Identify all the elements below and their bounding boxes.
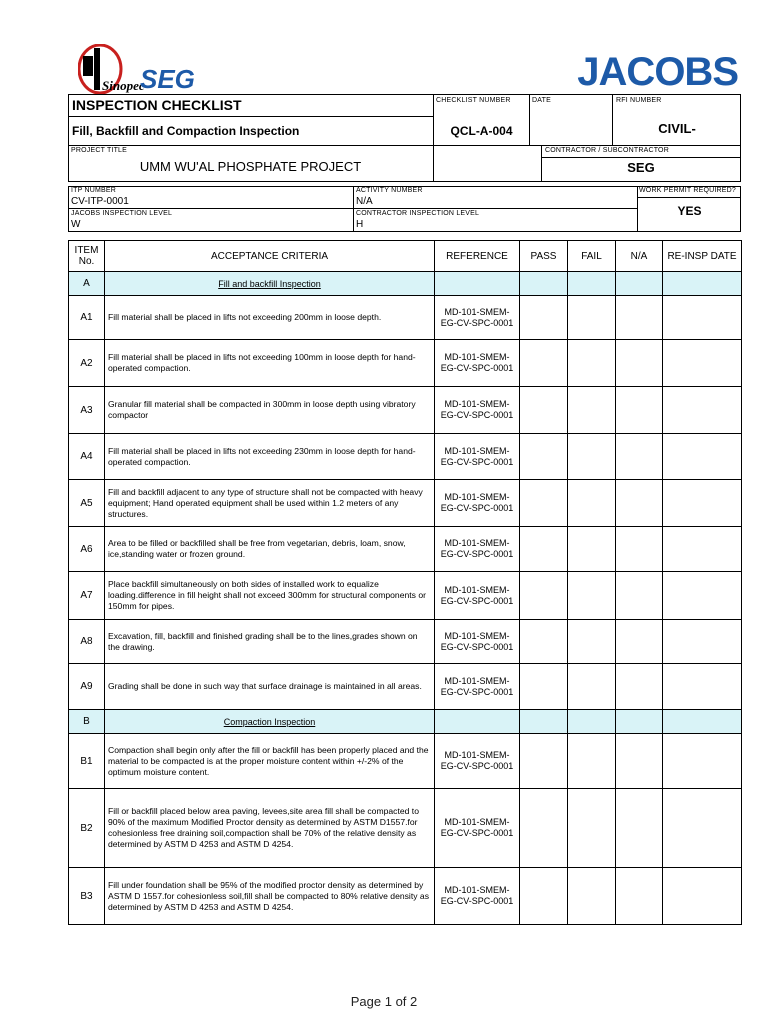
section-title: Fill and backfill Inspection [105, 272, 435, 296]
reference-text: MD-101-SMEM-EG-CV-SPC-0001 [435, 620, 520, 664]
item-number: A2 [69, 340, 105, 387]
fail-cell[interactable] [568, 527, 616, 572]
divider [637, 197, 741, 198]
na-cell[interactable] [616, 572, 663, 620]
rfi-number-label: RFI NUMBER [616, 97, 662, 104]
table-row [69, 387, 742, 434]
itp-number-label: ITP NUMBER [71, 187, 117, 194]
item-number: A7 [69, 572, 105, 620]
section-row [69, 710, 742, 734]
na-cell[interactable] [616, 387, 663, 434]
item-number: A3 [69, 387, 105, 434]
reinsp-date-cell[interactable] [663, 572, 742, 620]
table-row [69, 572, 742, 620]
acceptance-criteria-text: Fill material shall be placed in lifts not exceeding 230mm in loose depth for hand-operated compaction. [105, 434, 435, 480]
section-empty-cell [568, 272, 616, 296]
section-empty-cell [435, 272, 520, 296]
pass-cell[interactable] [520, 434, 568, 480]
col-item: ITEM No. [69, 241, 105, 272]
pass-cell[interactable] [520, 620, 568, 664]
reinsp-date-cell[interactable] [663, 620, 742, 664]
table-row [69, 296, 742, 340]
contractor-value: SEG [627, 160, 655, 175]
document-title: INSPECTION CHECKLIST [72, 97, 242, 113]
section-id: A [69, 272, 105, 296]
reinsp-date-cell[interactable] [663, 340, 742, 387]
fail-cell[interactable] [568, 664, 616, 710]
table-row [69, 434, 742, 480]
na-cell[interactable] [616, 868, 663, 925]
table-row [69, 868, 742, 925]
reference-text: MD-101-SMEM-EG-CV-SPC-0001 [435, 434, 520, 480]
section-row [69, 272, 742, 296]
reference-text: MD-101-SMEM-EG-CV-SPC-0001 [435, 296, 520, 340]
pass-cell[interactable] [520, 296, 568, 340]
project-title-label: PROJECT TITLE [71, 147, 128, 154]
item-number: B1 [69, 734, 105, 789]
work-permit-label: WORK PERMIT REQUIRED? [639, 187, 737, 194]
reference-text: MD-101-SMEM-EG-CV-SPC-0001 [435, 387, 520, 434]
table-row [69, 340, 742, 387]
reference-text: MD-101-SMEM-EG-CV-SPC-0001 [435, 734, 520, 789]
table-row [69, 480, 742, 527]
reinsp-date-cell[interactable] [663, 480, 742, 527]
sinopec-seg-logo [78, 44, 238, 96]
contractor-level-value: H [356, 219, 364, 230]
divider [68, 116, 433, 117]
na-cell[interactable] [616, 480, 663, 527]
rfi-number-value: CIVIL- [658, 121, 696, 136]
divider [68, 208, 637, 209]
section-empty-cell [435, 710, 520, 734]
acceptance-criteria-text: Fill or backfill placed below area paving, levees,site area fill shall be compacted to 90% of the maximum Modified Proctor density as determined by ASTM D1557.for cohesionless free draining soil,compaction shall be 70% of the relative density as determined by ASTM D 4253 and ASTM D 4254. [105, 789, 435, 868]
pass-cell[interactable] [520, 868, 568, 925]
reference-text: MD-101-SMEM-EG-CV-SPC-0001 [435, 868, 520, 925]
section-empty-cell [568, 710, 616, 734]
na-cell[interactable] [616, 664, 663, 710]
jacobs-level-label: JACOBS INSPECTION LEVEL [71, 210, 173, 217]
acceptance-criteria-text: Fill material shall be placed in lifts not exceeding 100mm in loose depth for hand-operated compaction. [105, 340, 435, 387]
fail-cell[interactable] [568, 340, 616, 387]
fail-cell[interactable] [568, 620, 616, 664]
acceptance-criteria-table [68, 240, 742, 925]
col-fail: FAIL [568, 241, 616, 272]
inspection-title: Fill, Backfill and Compaction Inspection [72, 124, 300, 138]
acceptance-criteria-text: Place backfill simultaneously on both sides of installed work to equalize loading.difference in fill height shall not exceed 300mm for structural components or 150mm for pipes. [105, 572, 435, 620]
section-empty-cell [616, 272, 663, 296]
contractor-label: CONTRACTOR / SUBCONTRACTOR [545, 147, 669, 154]
acceptance-criteria-text: Fill under foundation shall be 95% of the modified proctor density as determined by ASTM D 1557.for cohesionless soil,fill shall be compacted to 80% relative density as determined by ASTM D 4253 and ASTM D 4254. [105, 868, 435, 925]
pass-cell[interactable] [520, 789, 568, 868]
acceptance-criteria-text: Area to be filled or backfilled shall be free from vegetarian, debris, loam, snow, ice,standing water or frozen ground. [105, 527, 435, 572]
item-number: B2 [69, 789, 105, 868]
table-row [69, 664, 742, 710]
section-empty-cell [616, 710, 663, 734]
na-cell[interactable] [616, 296, 663, 340]
reinsp-date-cell[interactable] [663, 789, 742, 868]
pass-cell[interactable] [520, 572, 568, 620]
date-label: DATE [532, 97, 551, 104]
pass-cell[interactable] [520, 664, 568, 710]
table-row [69, 620, 742, 664]
item-number: A9 [69, 664, 105, 710]
na-cell[interactable] [616, 527, 663, 572]
reinsp-date-cell[interactable] [663, 527, 742, 572]
fail-cell[interactable] [568, 572, 616, 620]
checklist-number-label: CHECKLIST NUMBER [436, 97, 511, 104]
jacobs-logo: JACOBS [577, 50, 738, 94]
checklist-number-value: QCL-A-004 [450, 124, 513, 138]
item-number: A6 [69, 527, 105, 572]
reinsp-date-cell[interactable] [663, 387, 742, 434]
fail-cell[interactable] [568, 434, 616, 480]
item-number: A1 [69, 296, 105, 340]
section-title: Compaction Inspection [105, 710, 435, 734]
section-empty-cell [520, 272, 568, 296]
reinsp-date-cell[interactable] [663, 434, 742, 480]
col-reinsp-date: RE-INSP DATE [663, 241, 742, 272]
page-number: Page 1 of 2 [350, 994, 418, 1009]
na-cell[interactable] [616, 789, 663, 868]
work-permit-value: YES [677, 204, 702, 218]
activity-number-label: ACTIVITY NUMBER [356, 187, 423, 194]
divider [68, 145, 741, 146]
table-body [69, 272, 742, 925]
reinsp-date-cell[interactable] [663, 868, 742, 925]
acceptance-criteria-text: Granular fill material shall be compacted in 300mm in loose depth using vibratory compactor [105, 387, 435, 434]
table-row [69, 734, 742, 789]
jacobs-level-value: W [71, 219, 81, 230]
fail-cell[interactable] [568, 868, 616, 925]
section-empty-cell [520, 710, 568, 734]
item-number: A4 [69, 434, 105, 480]
col-criteria: ACCEPTANCE CRITERIA [105, 241, 435, 272]
section-empty-cell [663, 710, 742, 734]
pass-cell[interactable] [520, 734, 568, 789]
na-cell[interactable] [616, 434, 663, 480]
reference-text: MD-101-SMEM-EG-CV-SPC-0001 [435, 527, 520, 572]
na-cell[interactable] [616, 734, 663, 789]
col-reference: REFERENCE [435, 241, 520, 272]
acceptance-criteria-text: Fill material shall be placed in lifts not exceeding 200mm in loose depth. [105, 296, 435, 340]
itp-number-value: CV-ITP-0001 [71, 196, 129, 207]
activity-number-value: N/A [356, 196, 373, 207]
fail-cell[interactable] [568, 296, 616, 340]
acceptance-criteria-text: Compaction shall begin only after the fill or backfill has been properly placed and the material to be compacted is at the proper moisture content within +/-2% of the optimum moisture content. [105, 734, 435, 789]
reinsp-date-cell[interactable] [663, 296, 742, 340]
reinsp-date-cell[interactable] [663, 734, 742, 789]
contractor-level-label: CONTRACTOR INSPECTION LEVEL [356, 210, 480, 217]
reference-text: MD-101-SMEM-EG-CV-SPC-0001 [435, 572, 520, 620]
date-value [530, 118, 612, 144]
na-cell[interactable] [616, 340, 663, 387]
section-empty-cell [663, 272, 742, 296]
sinopec-logo-icon [78, 44, 238, 96]
col-pass: PASS [520, 241, 568, 272]
table-row [69, 527, 742, 572]
seg-wordmark: SEG [140, 64, 195, 94]
fail-cell[interactable] [568, 387, 616, 434]
item-number: B3 [69, 868, 105, 925]
reinsp-date-cell[interactable] [663, 664, 742, 710]
divider [353, 186, 354, 232]
acceptance-criteria-text: Grading shall be done in such way that surface drainage is maintained in all areas. [105, 664, 435, 710]
sinopec-wordmark: Sinopec [102, 78, 145, 93]
section-id: B [69, 710, 105, 734]
reference-text: MD-101-SMEM-EG-CV-SPC-0001 [435, 664, 520, 710]
reference-text: MD-101-SMEM-EG-CV-SPC-0001 [435, 789, 520, 868]
acceptance-criteria-text: Fill and backfill adjacent to any type of structure shall not be compacted with heavy equipment; Hand operated equipment shall be used within 1.2 meters of any structures. [105, 480, 435, 527]
acceptance-criteria-text: Excavation, fill, backfill and finished grading shall be to the lines,grades shown on the drawing. [105, 620, 435, 664]
reference-text: MD-101-SMEM-EG-CV-SPC-0001 [435, 480, 520, 527]
table-row [69, 789, 742, 868]
pass-cell[interactable] [520, 527, 568, 572]
fail-cell[interactable] [568, 480, 616, 527]
pass-cell[interactable] [520, 340, 568, 387]
project-title-value: UMM WU'AL PHOSPHATE PROJECT [139, 159, 362, 174]
col-na: N/A [616, 241, 663, 272]
fail-cell[interactable] [568, 789, 616, 868]
table-header-row [69, 241, 742, 272]
item-number: A5 [69, 480, 105, 527]
reference-text: MD-101-SMEM-EG-CV-SPC-0001 [435, 340, 520, 387]
item-number: A8 [69, 620, 105, 664]
fail-cell[interactable] [568, 734, 616, 789]
pass-cell[interactable] [520, 480, 568, 527]
na-cell[interactable] [616, 620, 663, 664]
pass-cell[interactable] [520, 387, 568, 434]
